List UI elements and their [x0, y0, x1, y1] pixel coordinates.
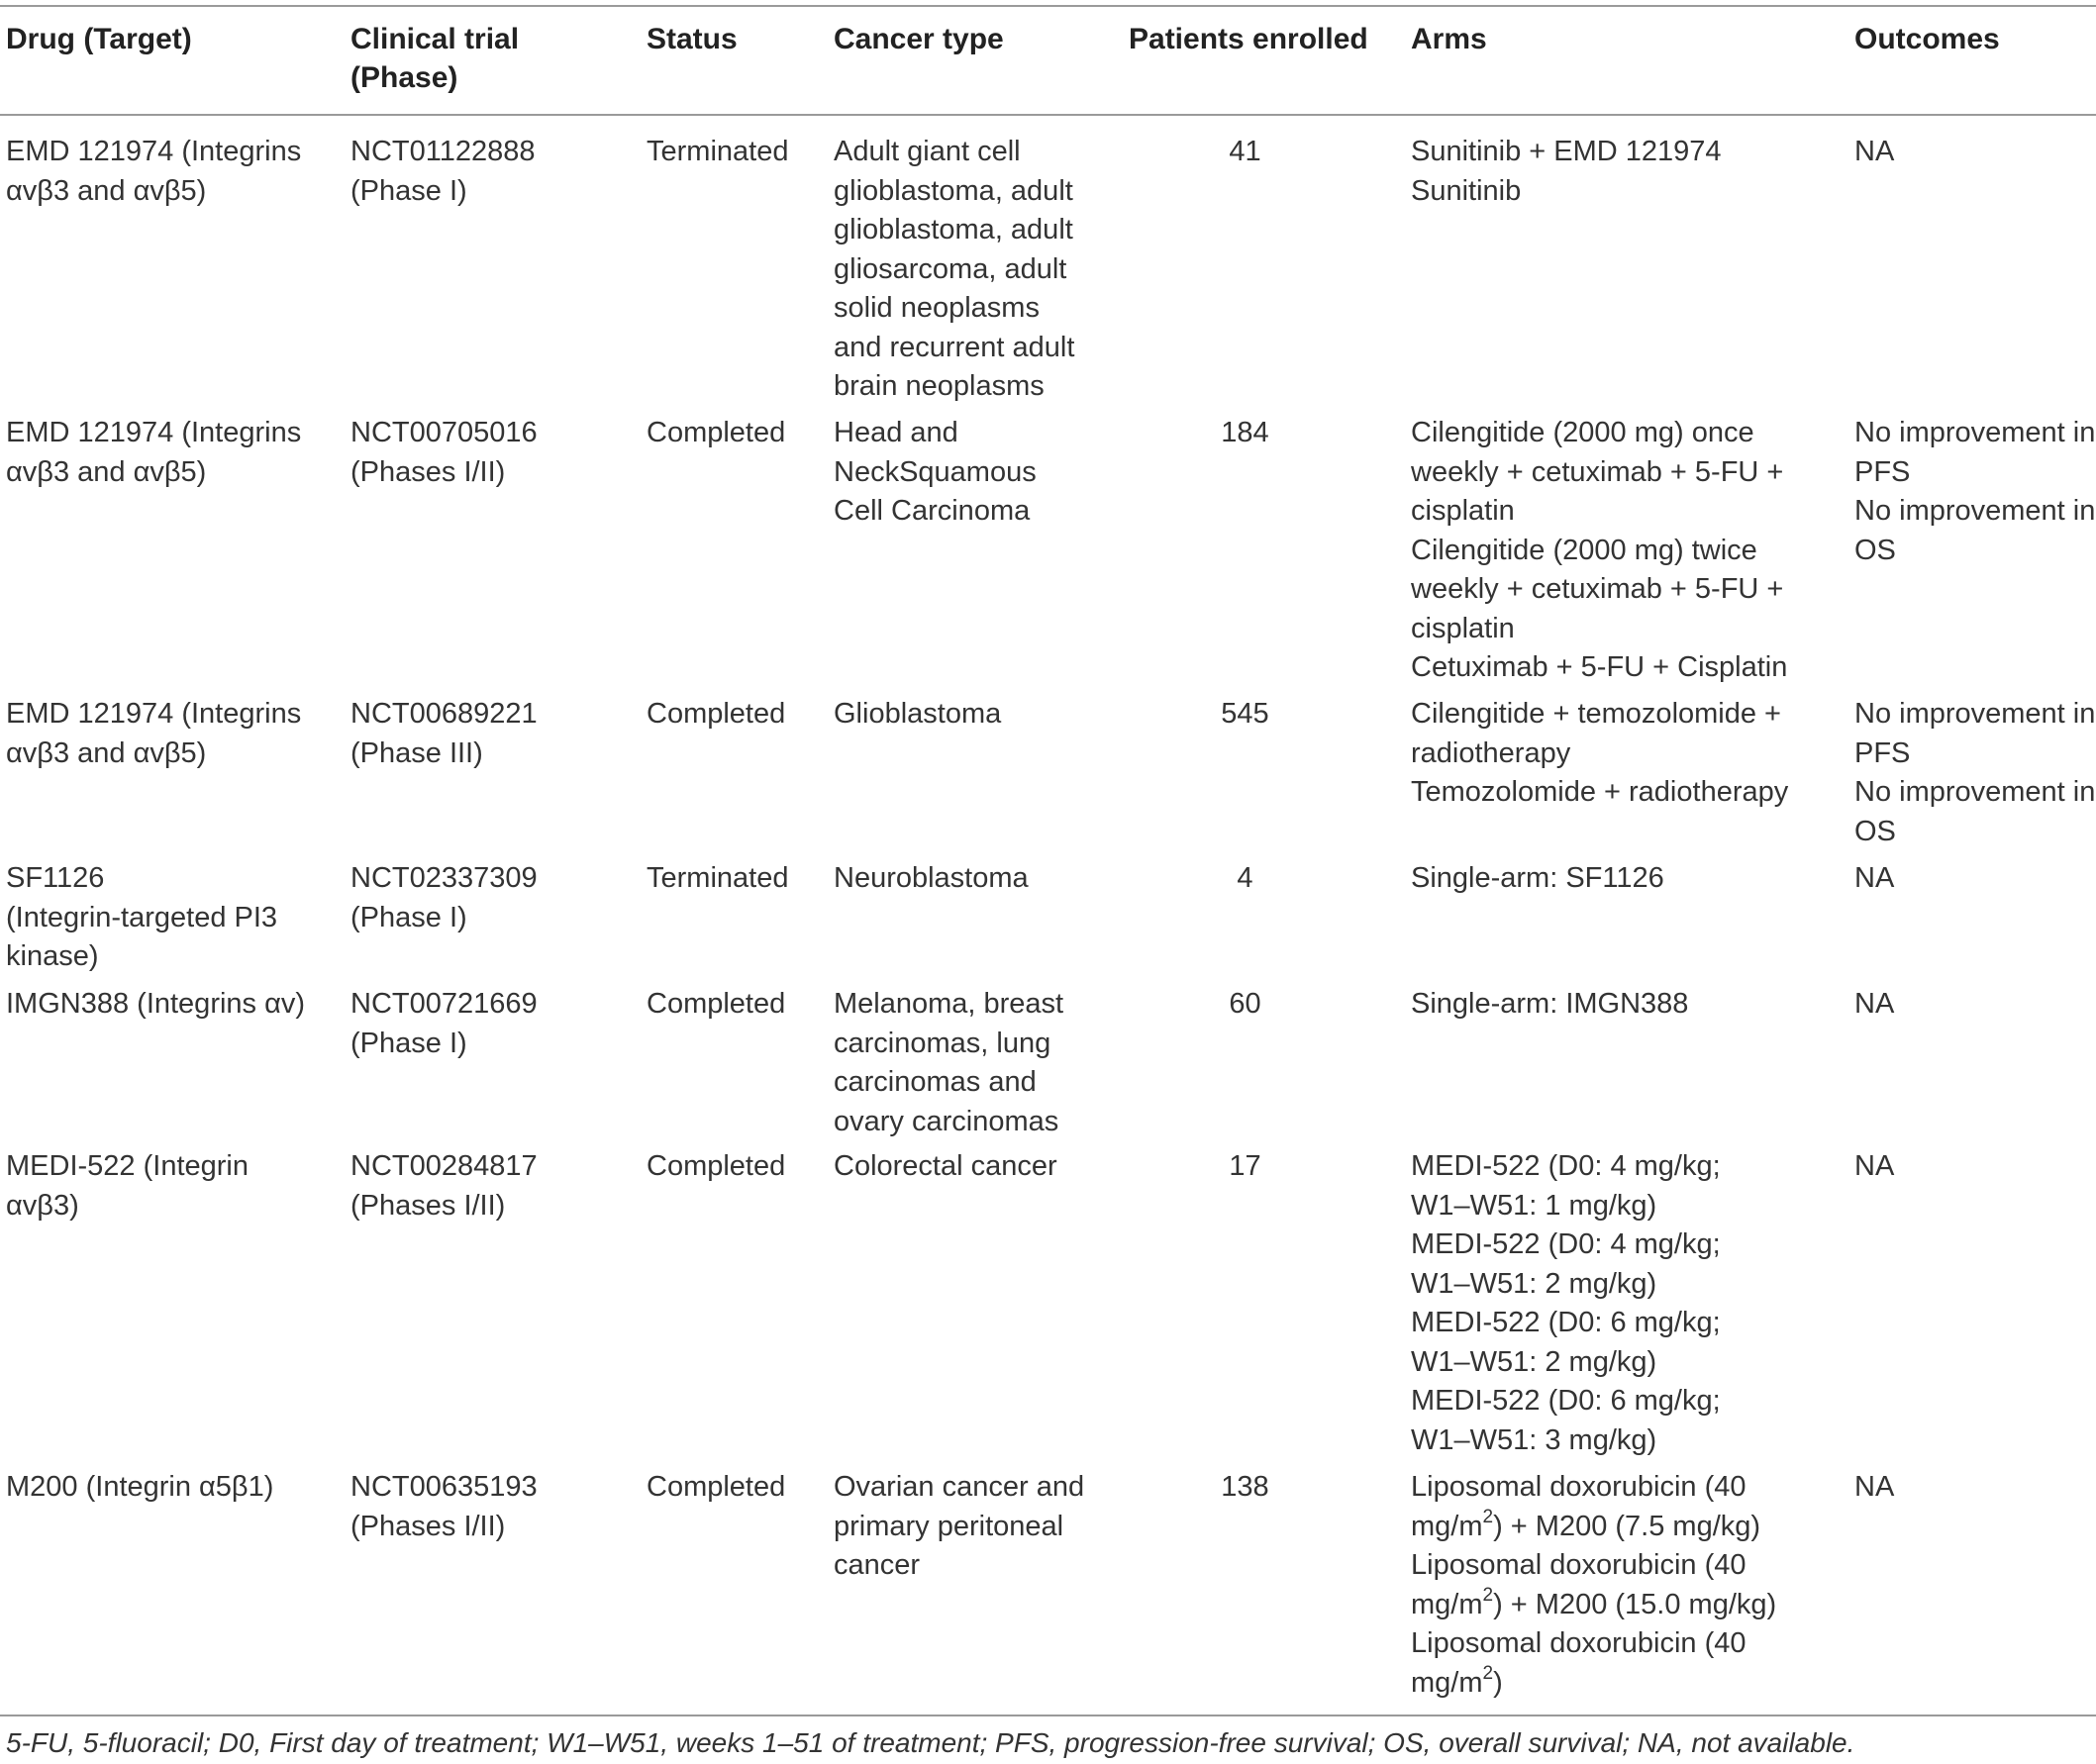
cell-clinical-trial-line: NCT00721669 [350, 988, 538, 1020]
cell-cancer-type-line: Glioblastoma [834, 698, 1002, 730]
cell-clinical-trial [350, 859, 638, 937]
cell-drug-line: SF1126 [6, 862, 105, 894]
cell-status [647, 414, 825, 453]
cell-status [647, 1147, 825, 1187]
header-text: Arms [1411, 23, 1487, 55]
cell-status [647, 985, 825, 1025]
cell-clinical-trial-line: (Phase I) [350, 901, 467, 933]
cell-cancer-type-line: Head and [834, 417, 958, 448]
cell-arms-line: W1–W51: 2 mg/kg) [1411, 1267, 1657, 1300]
cell-clinical-trial [350, 414, 638, 492]
cell-outcomes-line: NA [1854, 988, 1895, 1020]
cell-drug-line: EMD 121974 (Integrins [6, 417, 302, 448]
cell-arms-line: Liposomal doxorubicin (40 [1411, 1627, 1747, 1659]
cell-arms-line: radiotherapy [1411, 736, 1571, 769]
cell-patients-enrolled [1129, 695, 1361, 735]
cell-drug-line: EMD 121974 (Integrins [6, 136, 302, 167]
cell-arms [1411, 859, 1851, 899]
cell-status [647, 859, 825, 899]
cell-cancer-type-line: Neuroblastoma [834, 862, 1029, 894]
cell-status-line: Completed [647, 698, 786, 730]
cell-arms-line: Cilengitide (2000 mg) twice [1411, 534, 1757, 566]
cell-cancer-type [834, 1468, 1106, 1586]
cell-arms-line: weekly + cetuximab + 5-FU + [1411, 573, 1784, 605]
cell-outcomes-line: NA [1854, 136, 1895, 167]
cell-drug-line: MEDI-522 (Integrin [6, 1150, 249, 1182]
cell-outcomes-line: PFS [1854, 736, 1911, 769]
header-arms [1411, 20, 1851, 58]
cell-outcomes-line: No improvement in [1854, 698, 2096, 730]
cell-patients-enrolled-line: 60 [1229, 988, 1261, 1020]
cell-clinical-trial [350, 133, 638, 211]
header-text: (Phase) [350, 61, 458, 94]
cell-drug-line: αvβ3 and αvβ5) [6, 174, 207, 207]
cell-cancer-type-line: Adult giant cell [834, 136, 1021, 167]
header-text: Cancer type [834, 23, 1004, 55]
cell-status-line: Completed [647, 988, 786, 1020]
cell-cancer-type-line: carcinomas, lung [834, 1027, 1051, 1059]
cell-cancer-type-line: carcinomas and [834, 1066, 1037, 1098]
cell-clinical-trial-line: (Phases I/II) [350, 455, 506, 488]
cell-patients-enrolled [1129, 1468, 1361, 1508]
cell-cancer-type [834, 414, 1106, 532]
cell-arms [1411, 1468, 1851, 1703]
cell-drug [6, 859, 343, 977]
cell-clinical-trial [350, 985, 638, 1063]
cell-outcomes-line: No improvement in [1854, 495, 2096, 527]
table-bottom-rule [0, 1715, 2096, 1716]
cell-cancer-type [834, 695, 1106, 735]
cell-clinical-trial [350, 1468, 638, 1546]
cell-status-line: Terminated [647, 136, 789, 167]
cell-arms-line: Cilengitide (2000 mg) once [1411, 417, 1754, 448]
header-text: Status [647, 23, 738, 55]
cell-cancer-type [834, 1147, 1106, 1187]
cell-cancer-type-line: brain neoplasms [834, 370, 1045, 402]
cell-drug-line: M200 (Integrin α5β1) [6, 1471, 274, 1503]
header-status [647, 20, 825, 58]
cell-patients-enrolled [1129, 985, 1361, 1025]
cell-arms-line: MEDI-522 (D0: 6 mg/kg; [1411, 1385, 1721, 1417]
cell-outcomes [1854, 414, 2096, 570]
cell-drug [6, 1147, 343, 1225]
cell-clinical-trial-line: NCT00705016 [350, 417, 538, 448]
header-text: Outcomes [1854, 23, 2000, 55]
cell-cancer-type-line: Ovarian cancer and [834, 1471, 1085, 1503]
cell-outcomes-line: NA [1854, 1150, 1895, 1182]
cell-arms-line: MEDI-522 (D0: 6 mg/kg; [1411, 1307, 1721, 1338]
cell-cancer-type-line: Cell Carcinoma [834, 495, 1031, 527]
cell-status [647, 695, 825, 735]
cell-arms-line: $mg/m^2) + M200$ (15.0 mg/kg) [1411, 1584, 1777, 1620]
cell-drug-line: (Integrin-targeted PI3 [6, 901, 278, 933]
cell-arms-line: Liposomal doxorubicin (40 [1411, 1549, 1747, 1581]
cell-clinical-trial-line: NCT01122888 [350, 136, 536, 167]
cell-outcomes [1854, 695, 2096, 851]
header-outcomes [1854, 20, 2096, 58]
header-text: Drug (Target) [6, 23, 192, 55]
cell-drug-line: IMGN388 (Integrins αv) [6, 988, 306, 1020]
cell-clinical-trial-line: NCT02337309 [350, 862, 538, 894]
cell-outcomes-line: OS [1854, 815, 1896, 847]
cell-clinical-trial-line: (Phase I) [350, 1027, 467, 1059]
cell-cancer-type-line: solid neoplasms [834, 292, 1040, 324]
cell-arms-line: Single-arm: SF1126 [1411, 862, 1664, 894]
cell-arms [1411, 1147, 1851, 1460]
cell-clinical-trial-line: (Phase III) [350, 736, 483, 769]
header-drug [6, 20, 343, 58]
cell-arms-line: Single-arm: IMGN388 [1411, 988, 1689, 1020]
cell-cancer-type-line: Melanoma, breast [834, 988, 1064, 1020]
cell-clinical-trial-line: NCT00635193 [350, 1471, 538, 1503]
cell-drug [6, 985, 343, 1025]
table-footnote: 5-FU, 5-fluoracil; D0, First day of treatment; W1–W51, weeks 1–51 of treatment; PFS, progression-free survival; OS, overall survival; NA, not available. [6, 1727, 1855, 1758]
cell-arms-line: W1–W51: 2 mg/kg) [1411, 1345, 1657, 1378]
cell-cancer-type-line: Colorectal cancer [834, 1150, 1057, 1182]
cell-patients-enrolled [1129, 414, 1361, 453]
cell-cancer-type-line: cancer [834, 1549, 921, 1581]
cell-drug-line: EMD 121974 (Integrins [6, 698, 302, 730]
cell-clinical-trial-line: (Phases I/II) [350, 1189, 506, 1222]
cell-outcomes [1854, 1468, 2096, 1508]
cell-outcomes-line: NA [1854, 1471, 1895, 1503]
cell-cancer-type-line: glioblastoma, adult [834, 174, 1073, 207]
cell-arms-line: cisplatin [1411, 495, 1515, 527]
cell-patients-enrolled-line: 545 [1221, 698, 1269, 730]
cell-patients-enrolled [1129, 133, 1361, 172]
cell-drug [6, 1468, 343, 1508]
cell-status [647, 1468, 825, 1508]
header-text: Clinical trial [350, 23, 520, 55]
cell-outcomes [1854, 985, 2096, 1025]
cell-arms-line: Cilengitide + temozolomide + [1411, 698, 1781, 730]
cell-arms [1411, 695, 1851, 813]
cell-outcomes-line: NA [1854, 862, 1895, 894]
cell-status-line: Completed [647, 1150, 786, 1182]
cell-status-line: Terminated [647, 862, 789, 894]
cell-arms-line: W1–W51: 3 mg/kg) [1411, 1423, 1657, 1456]
cell-cancer-type-line: gliosarcoma, adult [834, 252, 1067, 285]
cell-clinical-trial-line: (Phase I) [350, 174, 467, 207]
cell-outcomes-line: OS [1854, 534, 1896, 566]
cell-clinical-trial [350, 1147, 638, 1225]
cell-arms-line: MEDI-522 (D0: 4 mg/kg; [1411, 1228, 1721, 1260]
cell-patients-enrolled-line: 41 [1229, 136, 1261, 167]
cell-outcomes [1854, 1147, 2096, 1187]
cell-outcomes [1854, 133, 2096, 172]
cell-cancer-type-line: ovary carcinomas [834, 1105, 1059, 1137]
cell-patients-enrolled [1129, 1147, 1361, 1187]
cell-outcomes-line: No improvement in [1854, 417, 2096, 448]
cell-arms-line: Temozolomide + radiotherapy [1411, 776, 1789, 808]
cell-cancer-type [834, 133, 1106, 407]
cell-arms [1411, 414, 1851, 688]
cell-cancer-type-line: and recurrent adult [834, 331, 1075, 363]
cell-outcomes-line: PFS [1854, 455, 1911, 488]
cell-outcomes [1854, 859, 2096, 899]
header-cancer-type [834, 20, 1106, 58]
cell-drug-line: αvβ3) [6, 1189, 79, 1222]
header-text: Patients enrolled [1129, 23, 1368, 55]
cell-arms-line: Sunitinib + EMD 121974 [1411, 136, 1722, 167]
cell-cancer-type-line: glioblastoma, adult [834, 214, 1073, 245]
cell-patients-enrolled-line: 4 [1237, 862, 1253, 894]
cell-arms-line: Cetuximab + 5-FU + Cisplatin [1411, 651, 1788, 683]
cell-patients-enrolled-line: 184 [1221, 417, 1269, 448]
cell-clinical-trial [350, 695, 638, 773]
cell-cancer-type-line: NeckSquamous [834, 455, 1037, 488]
header-rule [0, 114, 2096, 116]
cell-patients-enrolled-line: 17 [1229, 1150, 1261, 1182]
cell-patients-enrolled [1129, 859, 1361, 899]
cell-arms-line: $mg/m^2$) [1411, 1662, 1503, 1699]
cell-arms-line: Sunitinib [1411, 174, 1522, 207]
cell-clinical-trial-line: NCT00284817 [350, 1150, 538, 1182]
cell-arms-line: Liposomal doxorubicin (40 [1411, 1471, 1747, 1503]
cell-status-line: Completed [647, 1471, 786, 1503]
cell-arms-line: cisplatin [1411, 612, 1515, 644]
cell-arms [1411, 133, 1851, 211]
cell-cancer-type [834, 859, 1106, 899]
cell-clinical-trial-line: (Phases I/II) [350, 1510, 506, 1542]
cell-arms-line: W1–W51: 1 mg/kg) [1411, 1189, 1657, 1222]
table-top-rule [0, 5, 2096, 7]
cell-outcomes-line: No improvement in [1854, 776, 2096, 808]
cell-drug-line: αvβ3 and αvβ5) [6, 455, 207, 488]
cell-drug [6, 414, 343, 492]
cell-arms-line: weekly + cetuximab + 5-FU + [1411, 455, 1784, 488]
cell-arms-line: MEDI-522 (D0: 4 mg/kg; [1411, 1150, 1721, 1182]
header-clinical-trial [350, 20, 638, 97]
cell-drug [6, 695, 343, 773]
cell-drug [6, 133, 343, 211]
cell-arms [1411, 985, 1851, 1025]
cell-arms-line: $mg/m^2) + M200$ (7.5 mg/kg) [1411, 1506, 1761, 1542]
cell-drug-line: αvβ3 and αvβ5) [6, 736, 207, 769]
cell-drug-line: kinase) [6, 940, 99, 972]
header-patients-enrolled [1129, 20, 1368, 58]
cell-status [647, 133, 825, 172]
cell-patients-enrolled-line: 138 [1221, 1471, 1269, 1503]
cell-status-line: Completed [647, 417, 786, 448]
cell-clinical-trial-line: NCT00689221 [350, 698, 538, 730]
cell-cancer-type-line: primary peritoneal [834, 1510, 1064, 1542]
cell-cancer-type [834, 985, 1106, 1141]
